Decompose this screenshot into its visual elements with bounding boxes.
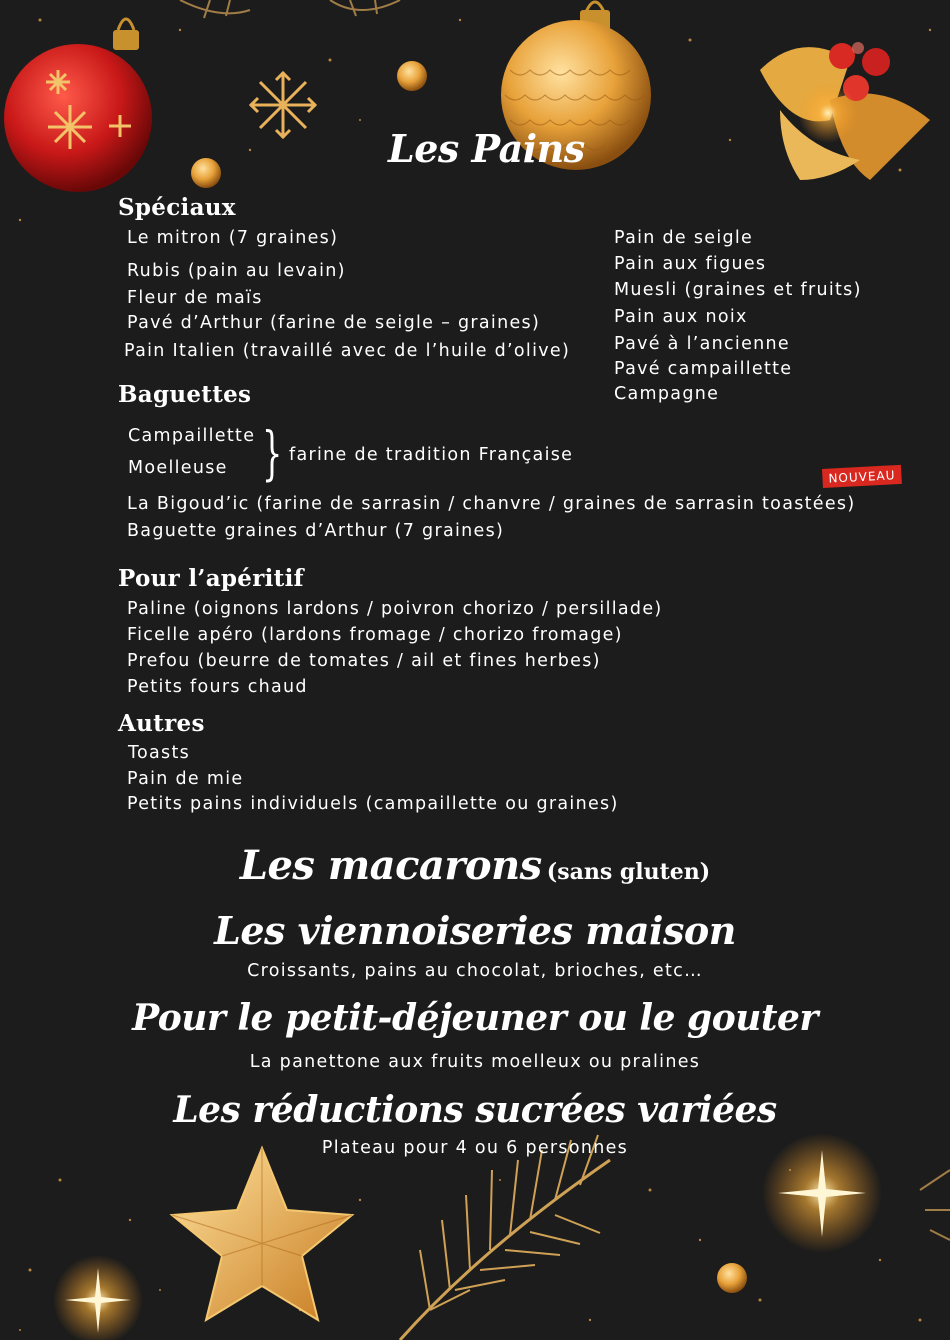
macarons-heading: [0, 842, 950, 889]
group-note: farine de tradition Française: [289, 445, 574, 465]
list-item: Paline (oignons lardons / poivron chorizo / persillade): [127, 599, 663, 619]
petit-dejeuner-title: Pour le petit-déjeuner ou le gouter: [132, 997, 818, 1039]
list-item: Campagne: [614, 384, 720, 404]
macarons-note: (sans gluten): [546, 859, 711, 885]
list-item: Moelleuse: [128, 458, 228, 478]
list-item: La Bigoud’ic (farine de sarrasin / chanvre / graines de sarrasin toastées): [127, 494, 856, 514]
list-item: Pain aux figues: [614, 254, 767, 274]
gold-bead-icon: [397, 61, 427, 91]
section-heading-autres: Autres: [118, 710, 205, 737]
macarons-title: Les macarons: [239, 842, 542, 889]
new-badge: NOUVEAU: [822, 465, 902, 488]
list-item: Ficelle apéro (lardons fromage / chorizo fromage): [127, 625, 623, 645]
list-item: Campaillette: [128, 426, 256, 446]
list-item: Prefou (beurre de tomates / ail et fines herbes): [127, 651, 601, 671]
star-icon: [172, 1148, 352, 1320]
list-item: Toasts: [128, 743, 191, 763]
reductions-title: Les réductions sucrées variées: [173, 1089, 777, 1131]
list-item: Fleur de maïs: [127, 288, 263, 308]
list-item: Petits fours chaud: [127, 677, 308, 697]
list-item: Pain Italien (travaillé avec de l’huile d’olive): [124, 341, 571, 361]
pine-branch-icon: [400, 1135, 610, 1340]
page-title: Les Pains: [388, 126, 585, 171]
list-item: Pain de mie: [127, 769, 244, 789]
list-item: Petits pains individuels (campaillette ou graines): [127, 794, 619, 814]
list-item: Baguette graines d’Arthur (7 graines): [127, 521, 505, 541]
list-item: Le mitron (7 graines): [127, 228, 339, 248]
list-item: Muesli (graines et fruits): [614, 280, 862, 300]
list-item: Rubis (pain au levain): [127, 261, 346, 281]
section-heading-speciaux: Spéciaux: [118, 194, 236, 221]
list-item: Pain aux noix: [614, 307, 748, 327]
list-item: Pain de seigle: [614, 228, 754, 248]
snowflake-icon: [250, 72, 316, 138]
brace-icon: }: [262, 419, 283, 487]
list-item: Pavé campaillette: [614, 359, 793, 379]
reductions-subtitle: Plateau pour 4 ou 6 personnes: [321, 1138, 629, 1158]
section-heading-aperitif: Pour l’apéritif: [118, 565, 304, 592]
petit-dejeuner-subtitle: La panettone aux fruits moelleux ou pralines: [249, 1052, 701, 1072]
list-item: Pavé à l’ancienne: [614, 334, 791, 354]
viennoiseries-title: Les viennoiseries maison: [214, 908, 736, 953]
viennoiseries-subtitle: Croissants, pains au chocolat, brioches, etc…: [247, 961, 703, 981]
section-heading-baguettes: Baguettes: [118, 381, 252, 408]
list-item: Pavé d’Arthur (farine de seigle – graines): [127, 313, 541, 333]
red-bauble-icon: [4, 19, 152, 192]
